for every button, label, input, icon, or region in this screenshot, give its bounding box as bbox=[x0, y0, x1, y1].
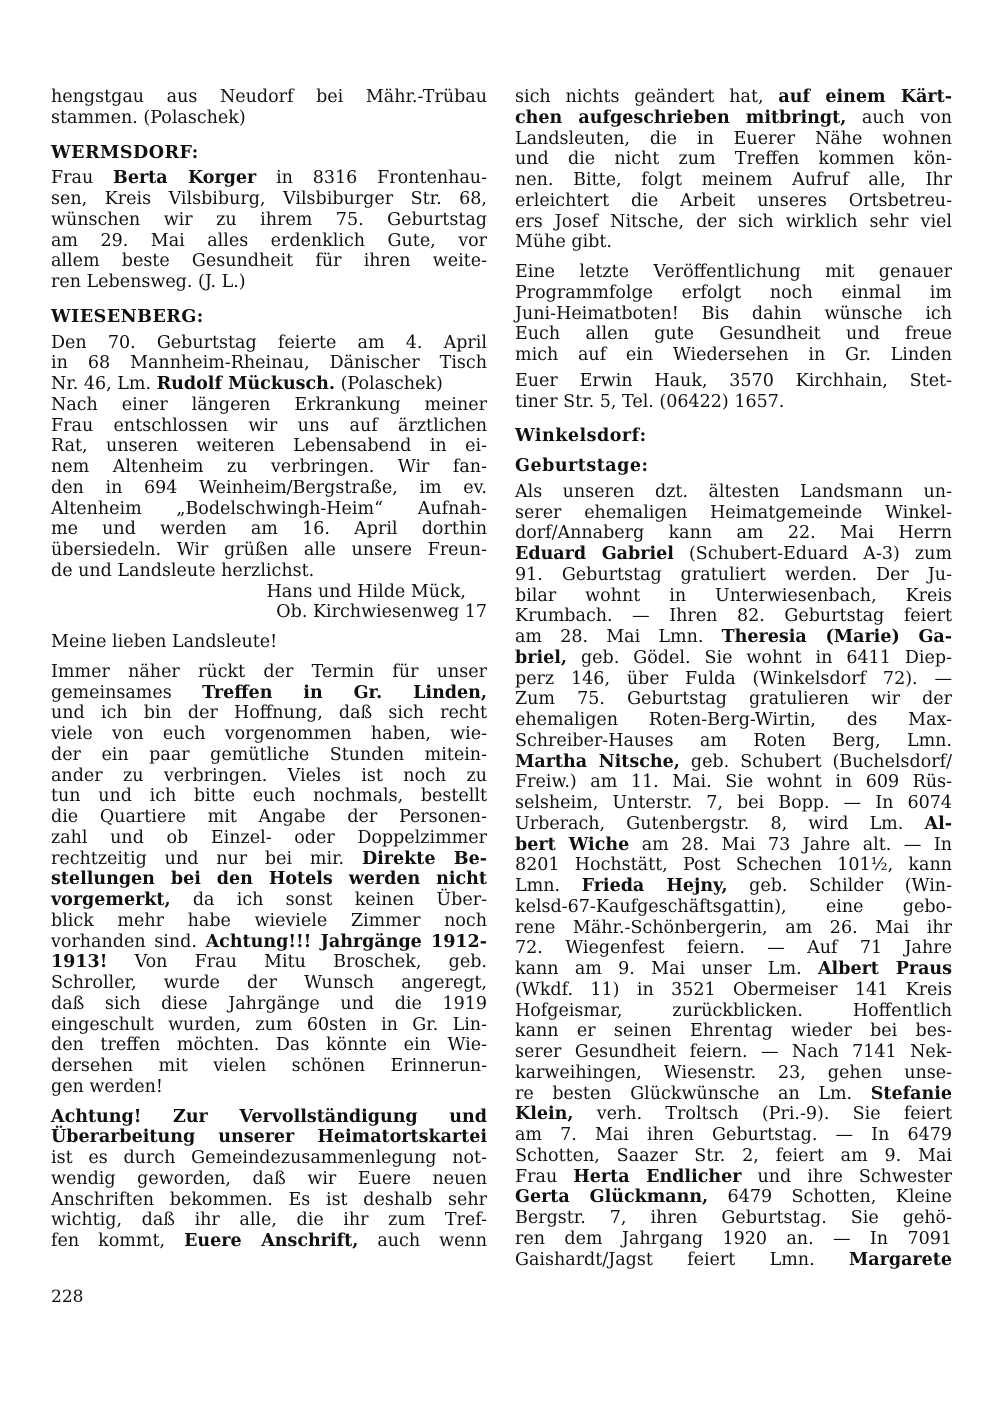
text-line: Rat, unseren weiteren Lebensabend in ei- bbox=[51, 436, 487, 457]
text-line: Landsleuten, die in Euerer Nähe wohnen bbox=[515, 128, 952, 149]
text-line: den treffen möchten. Das könnte ein Wie- bbox=[51, 1035, 487, 1056]
text-line: daß sich diese Jahrgänge und die 1919 bbox=[51, 993, 487, 1014]
text-line: wendig geworden, daß wir Euere neuen bbox=[51, 1168, 487, 1189]
text-line: (Wkdf. 11) in 3521 Obermeiser 141 Kreis bbox=[515, 979, 952, 1000]
text-line: kann er seinen Ehrentag wieder bei bes- bbox=[515, 1021, 952, 1042]
text-line: hengstgau aus Neudorf bei Mähr.-Trübau bbox=[51, 87, 487, 107]
text-line: allem beste Gesundheit für ihren weite- bbox=[51, 251, 487, 272]
text-line: Nr. 46, Lm. Rudolf Mückusch. (Polaschek) bbox=[51, 374, 443, 394]
text-line: briel, geb. Gödel. Sie wohnt in 6411 Diep- bbox=[515, 647, 952, 668]
text-line: Anschriften bekommen. Es ist deshalb sehr bbox=[51, 1189, 487, 1210]
text-line: Den 70. Geburtstag feierte am 4. April bbox=[51, 332, 487, 353]
text-line: Schreiber-Hauses am Roten Berg, Lmn. bbox=[515, 730, 952, 751]
text-line: ren Lebensweg. (J. L.) bbox=[51, 272, 246, 292]
section-heading-wiesenberg: WIESENBERG: bbox=[51, 306, 204, 327]
text-line: ander zu verbringen. Vieles ist noch zu bbox=[51, 765, 487, 786]
signature-address: Ob. Kirchwiesenweg 17 bbox=[276, 602, 487, 623]
text-line: selsheim, Unterstr. 7, bei Bopp. — In 6074 bbox=[515, 793, 952, 813]
text-line: tiner Str. 5, Tel. (06422) 1657. bbox=[515, 391, 785, 412]
text-line: Urberach, Gutenbergstr. 8, wird Lm. Al- bbox=[515, 813, 952, 834]
text-line: kann am 9. Mai unser Lm. Albert Praus bbox=[515, 959, 952, 979]
text-line: Frau Herta Endlicher und ihre Schwester bbox=[515, 1166, 953, 1187]
text-line: Frau Berta Korger in 8316 Frontenhau- bbox=[51, 168, 487, 189]
text-line: serer ehemaligen Heimatgemeinde Winkel- bbox=[515, 502, 952, 523]
text-line: Zum 75. Geburtstag gratulieren wir der bbox=[515, 689, 952, 710]
text-line: sich nichts geändert hat, auf einem Kärt- bbox=[515, 87, 952, 107]
text-line: dorf/Annaberg kann am 22. Mai Herrn bbox=[515, 523, 952, 544]
text-line: nen. Bitte, folgt meinem Aufruf alle, Ihr bbox=[515, 170, 952, 190]
text-line: den in 694 Weinheim/Bergstraße, im ev. bbox=[51, 477, 487, 498]
text-line: zahl und ob Einzel- oder Doppelzimmer bbox=[51, 827, 487, 848]
text-line: me und werden am 16. April dorthin bbox=[51, 519, 487, 540]
text-line: Gerta Glückmann, 6479 Schotten, Kleine bbox=[515, 1187, 953, 1208]
text-line: am 7. Mai ihren Geburtstag. — In 6479 bbox=[515, 1125, 952, 1145]
text-line: wünschen wir zu ihrem 75. Geburtstag bbox=[51, 209, 487, 230]
text-line: gen werden! bbox=[51, 1076, 163, 1097]
text-line: mich auf ein Wiedersehen in Gr. Linden bbox=[515, 345, 952, 365]
text-line: rechtzeitig und nur bei mir. Direkte Be- bbox=[51, 848, 487, 869]
text-line: Programmfolge erfolgt noch einmal im bbox=[515, 282, 952, 303]
text-line: bert Wiche am 28. Mai 73 Jahre alt. — In bbox=[515, 834, 953, 855]
text-line: ers Josef Nitsche, der sich wirklich sehr viel bbox=[515, 211, 952, 232]
text-line: perz 146, über Fulda (Winkelsdorf 72). — bbox=[515, 668, 952, 689]
text-line: der ein paar gemütliche Stunden mitein- bbox=[51, 744, 487, 765]
signature-name: Hans und Hilde Mück, bbox=[266, 581, 466, 602]
text-line: sen, Kreis Vilsbiburg, Vilsbiburger Str. 68, bbox=[51, 189, 487, 209]
subheading-geburtstage: Geburtstage: bbox=[515, 456, 649, 476]
text-line: 8201 Hochstätt, Post Schechen 101½, kann bbox=[515, 855, 952, 876]
text-line: Bergstr. 7, ihren Geburtstag. Sie gehö- bbox=[515, 1208, 952, 1228]
text-line: Als unseren dzt. ältesten Landsmann un- bbox=[515, 481, 952, 502]
text-line: tun und ich bitte euch nochmals, bestellt bbox=[51, 786, 487, 807]
text-line: erleichtert die Arbeit unseres Ortsbetreu- bbox=[515, 190, 952, 211]
text-line: Nach einer längeren Erkrankung meiner bbox=[51, 394, 487, 415]
text-line: re besten Glückwünsche an Lm. Stefanie bbox=[515, 1083, 952, 1104]
text-line: wichtig, daß ihr alle, die ihr zum Tref- bbox=[51, 1210, 487, 1231]
text-line: Eine letzte Veröffentlichung mit genauer bbox=[515, 262, 952, 282]
text-line: Krumbach. — Ihren 82. Geburtstag feiert bbox=[515, 606, 952, 627]
text-line: vorhanden sind. Achtung!!! Jahrgänge 1912- bbox=[51, 931, 487, 952]
text-line: Juni-Heimatboten! Bis dahin wünsche ich bbox=[515, 303, 952, 324]
text-line: Schroller, wurde der Wunsch angeregt, bbox=[51, 973, 487, 993]
text-line: 91. Geburtstag gratuliert werden. Der Ju- bbox=[515, 564, 952, 585]
text-line: Freiw.) am 11. Mai. Sie wohnt in 609 Rüs- bbox=[515, 772, 952, 793]
text-line: Euch allen gute Gesundheit und freue bbox=[515, 324, 952, 345]
section-heading-wermsdorf: WERMSDORF: bbox=[51, 142, 199, 163]
text-line: vorgemerkt, da ich sonst keinen Über- bbox=[51, 890, 487, 910]
text-line: die Quartiere mit Angabe der Personen- bbox=[51, 807, 487, 827]
text-line: 1913! Von Frau Mitu Broschek, geb. bbox=[51, 952, 487, 973]
section-heading-winkelsdorf: Winkelsdorf: bbox=[515, 426, 647, 447]
text-line: am 29. Mai alles erdenklich Gute, vor bbox=[51, 230, 487, 251]
text-line: und die nicht zum Treffen kommen kön- bbox=[515, 149, 952, 170]
text-line: bilar wohnt in Unterwiesenbach, Kreis bbox=[515, 585, 952, 606]
text-line: kelsd-67-Kaufgeschäftsgattin), eine gebo- bbox=[515, 896, 952, 917]
text-line: am 28. Mai Lmn. Theresia (Marie) Ga- bbox=[515, 627, 953, 647]
text-line: chen aufgeschrieben mitbringt, auch von bbox=[515, 107, 952, 128]
text-line: Klein, verh. Troltsch (Pri.-9). Sie feiert bbox=[515, 1104, 952, 1125]
text-line: Gaishardt/Jagst feiert Lmn. Margarete bbox=[515, 1249, 952, 1270]
page-number: 228 bbox=[51, 1287, 84, 1307]
text-line: karweihingen, Wiesenstr. 23, gehen unse- bbox=[515, 1062, 952, 1083]
text-line: Schotten, Saazer Str. 2, feiert am 9. Mai bbox=[515, 1145, 952, 1166]
text-line: fen kommt, Euere Anschrift, auch wenn bbox=[51, 1231, 488, 1251]
right-column bbox=[515, 87, 952, 1270]
text-line: Hofgeismar, zurückblicken. Hoffentlich bbox=[515, 1000, 952, 1021]
text-line: blick mehr habe wieviele Zimmer noch bbox=[51, 910, 487, 931]
text-line: dersehen mit vielen schönen Erinnerun- bbox=[51, 1056, 487, 1076]
text-line: viele von euch vorgenommen haben, wie- bbox=[51, 724, 487, 744]
text-line: de und Landsleute herzlichst. bbox=[51, 560, 315, 581]
left-column bbox=[51, 87, 487, 1252]
text-line: ehemaligen Roten-Berg-Wirtin, des Max- bbox=[515, 710, 952, 730]
text-line: stellungen bei den Hotels werden nicht bbox=[51, 869, 487, 890]
text-line: Überarbeitung unserer Heimatortskartei bbox=[51, 1127, 487, 1148]
text-line: Achtung! Zur Vervollständigung und bbox=[51, 1106, 487, 1127]
text-line: übersiedeln. Wir grüßen alle unsere Freun- bbox=[51, 540, 487, 560]
text-line: Lmn. Frieda Hejny, geb. Schilder (Win- bbox=[515, 876, 952, 896]
text-line: Altenheim „Bodelschwingh-Heim“ Aufnah- bbox=[51, 498, 487, 519]
text-line: stammen. (Polaschek) bbox=[51, 107, 246, 128]
text-line: Euer Erwin Hauk, 3570 Kirchhain, Stet- bbox=[515, 370, 952, 391]
text-line: eingeschult wurden, zum 60sten in Gr. Lin- bbox=[51, 1014, 487, 1035]
text-line: Martha Nitsche, geb. Schubert (Buchelsdorf/ bbox=[515, 751, 952, 772]
text-line: 72. Wiegenfest feiern. — Auf 71 Jahre bbox=[515, 938, 952, 959]
text-line: Mühe gibt. bbox=[515, 232, 612, 253]
text-line: ren dem Jahrgang 1920 an. — In 7091 bbox=[515, 1228, 952, 1249]
text-line: Eduard Gabriel (Schubert-Eduard A-3) zum bbox=[515, 544, 952, 564]
text-line: ist es durch Gemeindezusammenlegung not- bbox=[51, 1148, 487, 1168]
text-line: und ich bin der Hoffnung, daß sich recht bbox=[51, 703, 487, 724]
text-line: Frau entschlossen wir uns auf ärztlichen bbox=[51, 415, 487, 436]
text-line: serer Gesundheit feiern. — Nach 7141 Nek- bbox=[515, 1042, 952, 1062]
text-line: rene Mähr.-Schönbergerin, am 26. Mai ihr bbox=[515, 917, 952, 938]
text-line: in 68 Mannheim-Rheinau, Dänischer Tisch bbox=[51, 353, 487, 374]
text-line: Immer näher rückt der Termin für unser bbox=[51, 661, 487, 682]
salutation: Meine lieben Landsleute! bbox=[51, 632, 278, 652]
text-line: gemeinsames Treffen in Gr. Linden, bbox=[51, 682, 487, 703]
text-line: nem Altenheim zu verbringen. Wir fan- bbox=[51, 457, 487, 477]
